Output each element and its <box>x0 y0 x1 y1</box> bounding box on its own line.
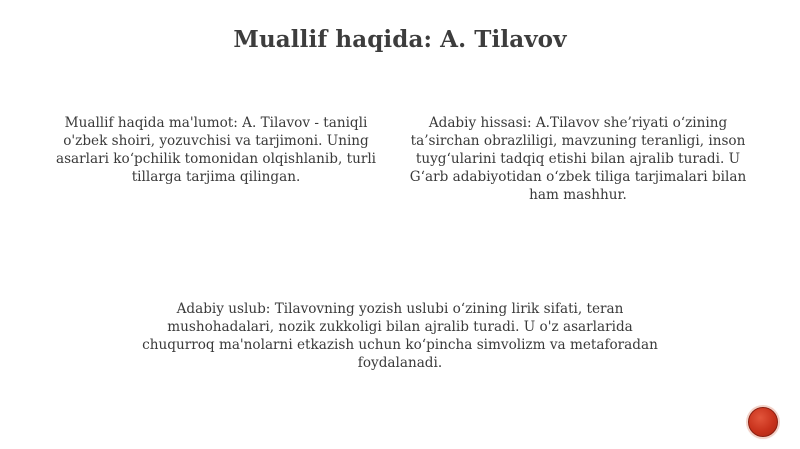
slide-title: Muallif haqida: A. Tilavov <box>233 26 567 53</box>
literary-style-text: Adabiy uslub: Tilavovning yozish uslubi o‘zining lirik sifati, teran mushohadalari, nozik zukkoligi bilan ajralib turadi. U o'z asarlarida chuqurroq ma'nolarni etkazish uchun ko‘pincha simvolizm va metaforadan foydalanadi. <box>142 301 658 371</box>
slide-nav-button[interactable] <box>748 407 778 437</box>
literary-contribution-text: Adabiy hissasi: A.Tilavov she’riyati o‘zining ta’sirchan obrazliligi, mavzuning teranligi, inson tuyg‘ularini tadqiq etishi bilan ajralib turadi. U G‘arb adabiyotidan o‘zbek tiliga tarjimalari bilan ham mashhur. <box>409 115 747 203</box>
author-info-text: Muallif haqida ma'lumot: A. Tilavov - taniqli o'zbek shoiri, yozuvchisi va tarjimoni. Uning asarlari ko‘pchilik tomonidan olqishlanib, turli tillarga tarjima qilingan. <box>55 115 377 185</box>
